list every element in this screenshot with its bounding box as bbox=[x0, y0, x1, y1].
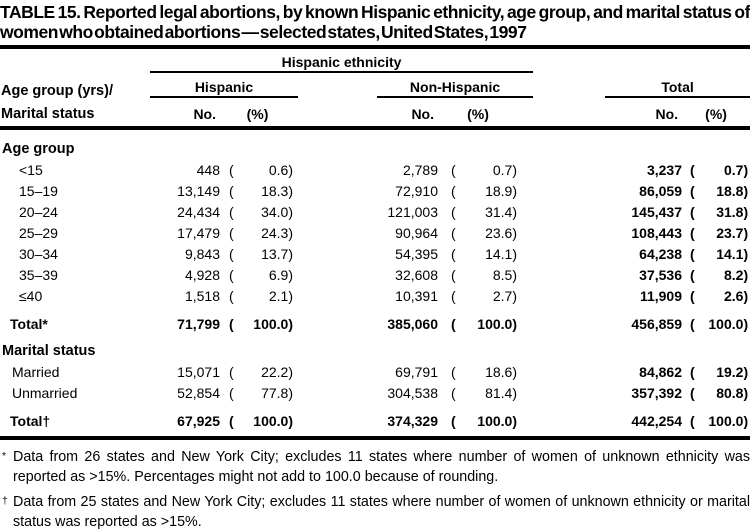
paren-close: ) bbox=[743, 246, 749, 262]
row-label: ≤40 bbox=[19, 288, 43, 304]
hispanic-pct-cell bbox=[220, 220, 295, 241]
table-row bbox=[0, 241, 750, 262]
paren-close: ) bbox=[288, 246, 293, 262]
total-pct-value: 14.1 bbox=[716, 246, 744, 262]
hispanic-ethnicity-spanner bbox=[140, 54, 518, 74]
total-no-header: No. bbox=[655, 106, 679, 122]
total-no-value: 357,392 bbox=[631, 385, 682, 401]
total-pct-cell bbox=[682, 262, 750, 283]
non-hispanic-no-value: 385,060 bbox=[387, 316, 438, 332]
paren-open: ( bbox=[229, 316, 234, 332]
non-hispanic-pct-value: 2.7 bbox=[492, 288, 513, 304]
paren-close: ) bbox=[512, 183, 517, 199]
table-row bbox=[0, 262, 750, 283]
hispanic-pct-value: 18.3 bbox=[261, 183, 289, 199]
title-rule bbox=[0, 45, 750, 49]
footnote-2-text: Data from 25 states and New York City; excludes 11 states where number of women of unknown ethnicity or marital status was reported as >15%. bbox=[13, 494, 750, 530]
paren-close: ) bbox=[288, 267, 293, 283]
paren-open: ( bbox=[229, 183, 234, 199]
hispanic-pct-value: 34.0 bbox=[261, 204, 289, 220]
paren-open: ( bbox=[229, 162, 234, 178]
paren-close: ) bbox=[512, 204, 517, 220]
table-row bbox=[0, 178, 750, 199]
hispanic-no-value: 13,149 bbox=[177, 183, 220, 199]
non-hispanic-no-value: 32,608 bbox=[395, 267, 438, 283]
non-hispanic-pct-cell bbox=[438, 359, 518, 380]
non-hispanic-no-header: No. bbox=[411, 106, 434, 122]
gap bbox=[295, 199, 358, 220]
table-row bbox=[0, 220, 750, 241]
gap bbox=[518, 359, 600, 380]
total-column-header: Total bbox=[605, 79, 750, 98]
row-label: Total† bbox=[10, 413, 51, 429]
footnote-1-marker: * bbox=[2, 450, 7, 462]
non-hispanic-pct-cell bbox=[438, 401, 518, 429]
header-total-spacer bbox=[518, 54, 750, 74]
non-hispanic-pct-value: 18.9 bbox=[485, 183, 513, 199]
total-no-value: 86,059 bbox=[639, 183, 682, 199]
footnote-2-marker: † bbox=[2, 495, 8, 507]
paren-close: ) bbox=[288, 162, 293, 178]
section-row bbox=[0, 332, 750, 359]
gap bbox=[295, 401, 358, 429]
hispanic-pct-cell bbox=[220, 157, 295, 178]
total-no-value: 11,909 bbox=[639, 288, 682, 304]
paren-open: ( bbox=[451, 246, 456, 262]
hispanic-pct-cell bbox=[220, 262, 295, 283]
non-hispanic-column-header: Non-Hispanic bbox=[377, 79, 533, 98]
gap bbox=[518, 74, 600, 99]
hispanic-pct-cell bbox=[220, 401, 295, 429]
non-hispanic-pct-value: 100.0 bbox=[477, 316, 513, 332]
hispanic-pct-value: 24.3 bbox=[261, 225, 289, 241]
hispanic-no-value: 71,799 bbox=[177, 316, 220, 332]
section-heading: Age group bbox=[2, 141, 75, 157]
hispanic-pct-value: 2.1 bbox=[268, 288, 289, 304]
non-hispanic-pct-header: (%) bbox=[467, 106, 489, 122]
table-title: TABLE 15. Reported legal abortions, by known Hispanic ethnicity, age group, and marital status of women who obtained abortions — selected states, United States, 1997 bbox=[0, 2, 750, 42]
hispanic-pct-cell bbox=[220, 380, 295, 401]
hispanic-column-header-cell bbox=[140, 74, 295, 99]
gap bbox=[518, 199, 600, 220]
non-hispanic-pct-value: 100.0 bbox=[477, 413, 513, 429]
gap bbox=[518, 241, 600, 262]
paren-close: ) bbox=[512, 288, 517, 304]
total-pct-value: 18.8 bbox=[716, 183, 744, 199]
table-row bbox=[0, 199, 750, 220]
total-pct-value: 100.0 bbox=[708, 413, 744, 429]
hispanic-pct-cell bbox=[220, 199, 295, 220]
paren-open: ( bbox=[229, 364, 234, 380]
paren-close: ) bbox=[743, 204, 749, 220]
paren-close: ) bbox=[743, 225, 749, 241]
table-row bbox=[0, 401, 750, 429]
hispanic-pct-cell bbox=[220, 304, 295, 332]
non-hispanic-pct-value: 0.7 bbox=[492, 162, 513, 178]
non-hispanic-pct-value: 31.4 bbox=[485, 204, 513, 220]
gap bbox=[295, 380, 358, 401]
total-pct-cell bbox=[682, 220, 750, 241]
non-hispanic-pct-cell bbox=[438, 380, 518, 401]
section-row bbox=[0, 130, 750, 157]
total-pct-cell bbox=[682, 380, 750, 401]
paren-open: ( bbox=[451, 288, 456, 304]
non-hispanic-no-value: 72,910 bbox=[395, 183, 438, 199]
hispanic-pct-value: 13.7 bbox=[261, 246, 289, 262]
non-hispanic-pct-value: 14.1 bbox=[485, 246, 513, 262]
hispanic-no-value: 17,479 bbox=[177, 225, 220, 241]
hispanic-pct-value: 77.8 bbox=[261, 385, 289, 401]
hispanic-no-value: 9,843 bbox=[184, 246, 220, 262]
paren-close: ) bbox=[743, 267, 749, 283]
paren-open: ( bbox=[690, 225, 695, 241]
hispanic-pct-value: 0.6 bbox=[268, 162, 289, 178]
paren-open: ( bbox=[451, 204, 456, 220]
non-hispanic-column-header-cell bbox=[358, 74, 518, 99]
hispanic-no-value: 67,925 bbox=[177, 413, 220, 429]
total-no-value: 3,237 bbox=[646, 162, 682, 178]
hispanic-no-value: 52,854 bbox=[177, 385, 220, 401]
paren-close: ) bbox=[288, 225, 293, 241]
total-pct-cell bbox=[682, 304, 750, 332]
row-label: <15 bbox=[19, 162, 43, 178]
paren-close: ) bbox=[512, 364, 517, 380]
paren-close: ) bbox=[743, 316, 749, 332]
paren-open: ( bbox=[690, 183, 695, 199]
paren-open: ( bbox=[690, 288, 695, 304]
gap bbox=[295, 220, 358, 241]
row-label: 15–19 bbox=[19, 183, 58, 199]
non-hispanic-pct-cell bbox=[438, 304, 518, 332]
non-hispanic-pct-cell bbox=[438, 178, 518, 199]
gap bbox=[518, 401, 600, 429]
paren-close: ) bbox=[288, 364, 293, 380]
gap bbox=[295, 241, 358, 262]
total-pct-value: 80.8 bbox=[716, 385, 744, 401]
paren-open: ( bbox=[229, 225, 234, 241]
paren-open: ( bbox=[690, 267, 695, 283]
total-pct-header: (%) bbox=[705, 106, 727, 122]
table-header bbox=[0, 54, 750, 126]
paren-close: ) bbox=[743, 413, 749, 429]
hispanic-pct-value: 6.9 bbox=[268, 267, 289, 283]
stub-line2: Marital status bbox=[1, 106, 95, 122]
table-row bbox=[0, 304, 750, 332]
paren-open: ( bbox=[451, 364, 456, 380]
gap bbox=[518, 262, 600, 283]
gap bbox=[518, 157, 600, 178]
paren-close: ) bbox=[743, 288, 749, 304]
paren-open: ( bbox=[451, 183, 456, 199]
paren-open: ( bbox=[690, 204, 695, 220]
non-hispanic-no-value: 304,538 bbox=[387, 385, 438, 401]
non-hispanic-no-value: 54,395 bbox=[395, 246, 438, 262]
paren-close: ) bbox=[743, 364, 749, 380]
gap bbox=[518, 99, 600, 126]
row-label: 20–24 bbox=[19, 204, 58, 220]
row-label: Unmarried bbox=[12, 385, 78, 401]
total-pct-value: 8.2 bbox=[723, 267, 744, 283]
gap bbox=[295, 304, 358, 332]
table-row bbox=[0, 380, 750, 401]
total-pct-value: 100.0 bbox=[708, 316, 744, 332]
stub-line1: Age group (yrs)/ bbox=[1, 83, 113, 99]
paren-open: ( bbox=[451, 385, 456, 401]
gap bbox=[295, 262, 358, 283]
gap bbox=[518, 380, 600, 401]
footnote-2 bbox=[0, 492, 750, 532]
total-pct-value: 0.7 bbox=[723, 162, 744, 178]
paren-open: ( bbox=[690, 162, 695, 178]
total-pct-cell bbox=[682, 359, 750, 380]
hispanic-no-header: No. bbox=[193, 106, 216, 122]
non-hispanic-no-value: 90,964 bbox=[395, 225, 438, 241]
row-label: 35–39 bbox=[19, 267, 58, 283]
non-hispanic-pct-cell bbox=[438, 241, 518, 262]
non-hispanic-pct-value: 81.4 bbox=[485, 385, 513, 401]
total-no-value: 456,859 bbox=[631, 316, 682, 332]
total-pct-cell bbox=[682, 199, 750, 220]
gap bbox=[295, 157, 358, 178]
table-body bbox=[0, 130, 750, 429]
gap bbox=[295, 74, 358, 99]
paren-close: ) bbox=[512, 225, 517, 241]
paren-close: ) bbox=[743, 162, 749, 178]
total-pct-value: 2.6 bbox=[723, 288, 744, 304]
paren-open: ( bbox=[690, 246, 695, 262]
total-pct-value: 31.8 bbox=[716, 204, 744, 220]
hispanic-no-value: 1,518 bbox=[184, 288, 220, 304]
paren-open: ( bbox=[229, 413, 234, 429]
gap bbox=[295, 178, 358, 199]
paren-close: ) bbox=[288, 183, 293, 199]
paren-open: ( bbox=[690, 385, 695, 401]
paren-open: ( bbox=[229, 288, 234, 304]
footnotes bbox=[0, 440, 750, 532]
paren-close: ) bbox=[288, 385, 293, 401]
hispanic-pct-cell bbox=[220, 178, 295, 199]
paren-open: ( bbox=[451, 267, 456, 283]
paren-close: ) bbox=[288, 204, 293, 220]
paren-close: ) bbox=[512, 267, 517, 283]
paren-close: ) bbox=[288, 288, 293, 304]
hispanic-pct-value: 100.0 bbox=[253, 413, 289, 429]
non-hispanic-pct-cell bbox=[438, 157, 518, 178]
total-pct-cell bbox=[682, 283, 750, 304]
hispanic-pct-cell bbox=[220, 241, 295, 262]
paren-open: ( bbox=[229, 204, 234, 220]
non-hispanic-pct-cell bbox=[438, 283, 518, 304]
paren-close: ) bbox=[512, 385, 517, 401]
hispanic-no-value: 15,071 bbox=[177, 364, 220, 380]
gap bbox=[518, 178, 600, 199]
paren-close: ) bbox=[288, 413, 293, 429]
total-no-value: 64,238 bbox=[639, 246, 682, 262]
table-body-table bbox=[0, 130, 750, 429]
gap bbox=[518, 304, 600, 332]
total-pct-cell bbox=[682, 401, 750, 429]
gap bbox=[295, 283, 358, 304]
non-hispanic-no-value: 374,329 bbox=[387, 413, 438, 429]
non-hispanic-pct-cell bbox=[438, 262, 518, 283]
hispanic-no-value: 4,928 bbox=[184, 267, 220, 283]
hispanic-no-value: 448 bbox=[196, 162, 220, 178]
non-hispanic-pct-value: 23.6 bbox=[485, 225, 513, 241]
hispanic-pct-cell bbox=[220, 283, 295, 304]
row-label: 25–29 bbox=[19, 225, 58, 241]
total-pct-value: 23.7 bbox=[716, 225, 744, 241]
total-column-header-cell bbox=[600, 74, 750, 99]
paren-open: ( bbox=[229, 385, 234, 401]
total-pct-cell bbox=[682, 241, 750, 262]
paren-close: ) bbox=[288, 316, 293, 332]
footnote-1 bbox=[0, 447, 750, 487]
total-no-value: 108,443 bbox=[631, 225, 682, 241]
non-hispanic-no-value: 121,003 bbox=[387, 204, 438, 220]
paren-open: ( bbox=[451, 162, 456, 178]
hispanic-column-header: Hispanic bbox=[150, 79, 298, 98]
paren-open: ( bbox=[690, 364, 695, 380]
paren-close: ) bbox=[512, 316, 517, 332]
paren-open: ( bbox=[690, 413, 695, 429]
hispanic-pct-header: (%) bbox=[246, 106, 269, 122]
total-pct-cell bbox=[682, 178, 750, 199]
gap bbox=[518, 220, 600, 241]
total-no-value: 145,437 bbox=[631, 204, 682, 220]
non-hispanic-pct-cell bbox=[438, 220, 518, 241]
total-pct-value: 19.2 bbox=[716, 364, 744, 380]
paren-open: ( bbox=[229, 267, 234, 283]
non-hispanic-pct-value: 8.5 bbox=[492, 267, 513, 283]
footnote-1-text: Data from 26 states and New York City; excludes 11 states where number of women of unknown ethnicity was reported as >15%. Percentages might not add to 100.0 because of rounding. bbox=[13, 449, 750, 485]
non-hispanic-pct-value: 18.6 bbox=[485, 364, 513, 380]
gap bbox=[295, 99, 358, 126]
non-hispanic-no-value: 10,391 bbox=[395, 288, 438, 304]
total-pct-cell bbox=[682, 157, 750, 178]
hispanic-pct-cell bbox=[220, 359, 295, 380]
paren-open: ( bbox=[229, 246, 234, 262]
hispanic-pct-value: 22.2 bbox=[261, 364, 289, 380]
row-label: Total* bbox=[10, 316, 48, 332]
paren-close: ) bbox=[743, 385, 749, 401]
paren-open: ( bbox=[451, 413, 456, 429]
paren-close: ) bbox=[512, 413, 517, 429]
non-hispanic-no-value: 69,791 bbox=[395, 364, 438, 380]
table-row bbox=[0, 157, 750, 178]
hispanic-ethnicity-label: Hispanic ethnicity bbox=[150, 54, 533, 73]
hispanic-pct-value: 100.0 bbox=[253, 316, 289, 332]
table-row bbox=[0, 359, 750, 380]
non-hispanic-pct-cell bbox=[438, 199, 518, 220]
non-hispanic-no-value: 2,789 bbox=[402, 162, 438, 178]
hispanic-no-value: 24,434 bbox=[177, 204, 220, 220]
gap bbox=[295, 359, 358, 380]
table-row bbox=[0, 283, 750, 304]
total-no-value: 442,254 bbox=[631, 413, 682, 429]
paren-close: ) bbox=[743, 183, 749, 199]
paren-close: ) bbox=[512, 162, 517, 178]
gap bbox=[518, 283, 600, 304]
paren-close: ) bbox=[512, 246, 517, 262]
paren-open: ( bbox=[451, 225, 456, 241]
header-stub-spacer bbox=[0, 54, 140, 74]
paren-open: ( bbox=[451, 316, 456, 332]
total-no-value: 37,536 bbox=[639, 267, 682, 283]
paren-open: ( bbox=[690, 316, 695, 332]
total-no-value: 84,862 bbox=[639, 364, 682, 380]
section-heading: Marital status bbox=[2, 343, 96, 359]
row-label: 30–34 bbox=[19, 246, 58, 262]
row-label: Married bbox=[12, 364, 60, 380]
